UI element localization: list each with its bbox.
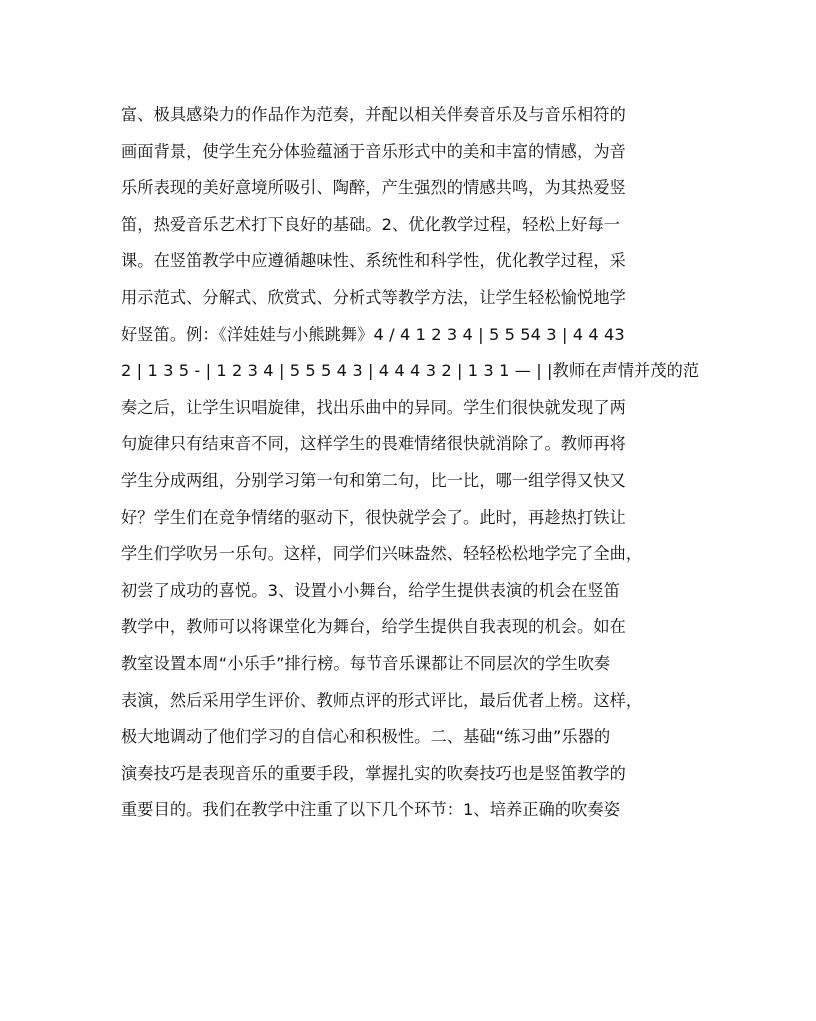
text-line: 课。在竖笛教学中应遵循趣味性、系统性和科学性，优化教学过程，采 xyxy=(121,251,626,271)
text-line: 乐所表现的美好意境所吸引、陶醉，产生强烈的情感共鸣，为其热爱竖 xyxy=(121,178,626,198)
text-line: 教学中，教师可以将课堂化为舞台，给学生提供自我表现的机会。如在 xyxy=(121,617,626,637)
text-line: 2 | 1 3 5 - | 1 2 3 4 | 5 5 5 4 3 | 4 4 4 3 2 | 1 3 1 — | |教师在声情并茂的范 xyxy=(121,361,700,381)
text-line: 演奏技巧是表现音乐的重要手段，掌握扎实的吹奏技巧也是竖笛教学的 xyxy=(121,763,626,783)
text-line: 表演，然后采用学生评价、教师点评的形式评比，最后优者上榜。这样， xyxy=(121,690,643,710)
text-line: 学生分成两组，分别学习第一句和第二句，比一比，哪一组学得又快又 xyxy=(121,470,626,490)
text-line: 重要目的。我们在教学中注重了以下几个环节：1、培养正确的吹奏姿 xyxy=(121,800,621,820)
text-line: 极大地调动了他们学习的自信心和积极性。二、基础“练习曲”乐器的 xyxy=(121,727,611,747)
text-line: 好竖笛。例：《洋娃娃与小熊跳舞》4 / 4 1 2 3 4 | 5 5 54 3 | 4 4 43 xyxy=(121,324,625,344)
text-line: 句旋律只有结束音不同，这样学生的畏难情绪很快就消除了。教师再将 xyxy=(121,434,626,454)
text-line: 教室设置本周“小乐手”排行榜。每节音乐课都让不同层次的学生吹奏 xyxy=(121,653,611,673)
text-line: 好？学生们在竞争情绪的驱动下，很快就学会了。此时，再趁热打铁让 xyxy=(121,507,626,527)
text-line: 笛，热爱音乐艺术打下良好的基础。2、优化教学过程，轻松上好每一 xyxy=(121,214,621,234)
body-text xyxy=(121,97,711,829)
text-line: 用示范式、分解式、欣赏式、分析式等教学方法，让学生轻松愉悦地学 xyxy=(121,287,626,307)
text-line: 初尝了成功的喜悦。3、设置小小舞台，给学生提供表演的机会在竖笛 xyxy=(121,580,621,600)
text-line: 奏之后，让学生识唱旋律，找出乐曲中的异同。学生们很快就发现了两 xyxy=(121,397,626,417)
text-line: 富、极具感染力的作品作为范奏，并配以相关伴奏音乐及与音乐相符的 xyxy=(121,105,626,124)
text-line: 画面背景，使学生充分体验蕴涵于音乐形式中的美和丰富的情感，为音 xyxy=(121,141,626,161)
text-line: 学生们学吹另一乐句。这样，同学们兴味盎然、轻轻松松地学完了全曲， xyxy=(121,544,643,564)
